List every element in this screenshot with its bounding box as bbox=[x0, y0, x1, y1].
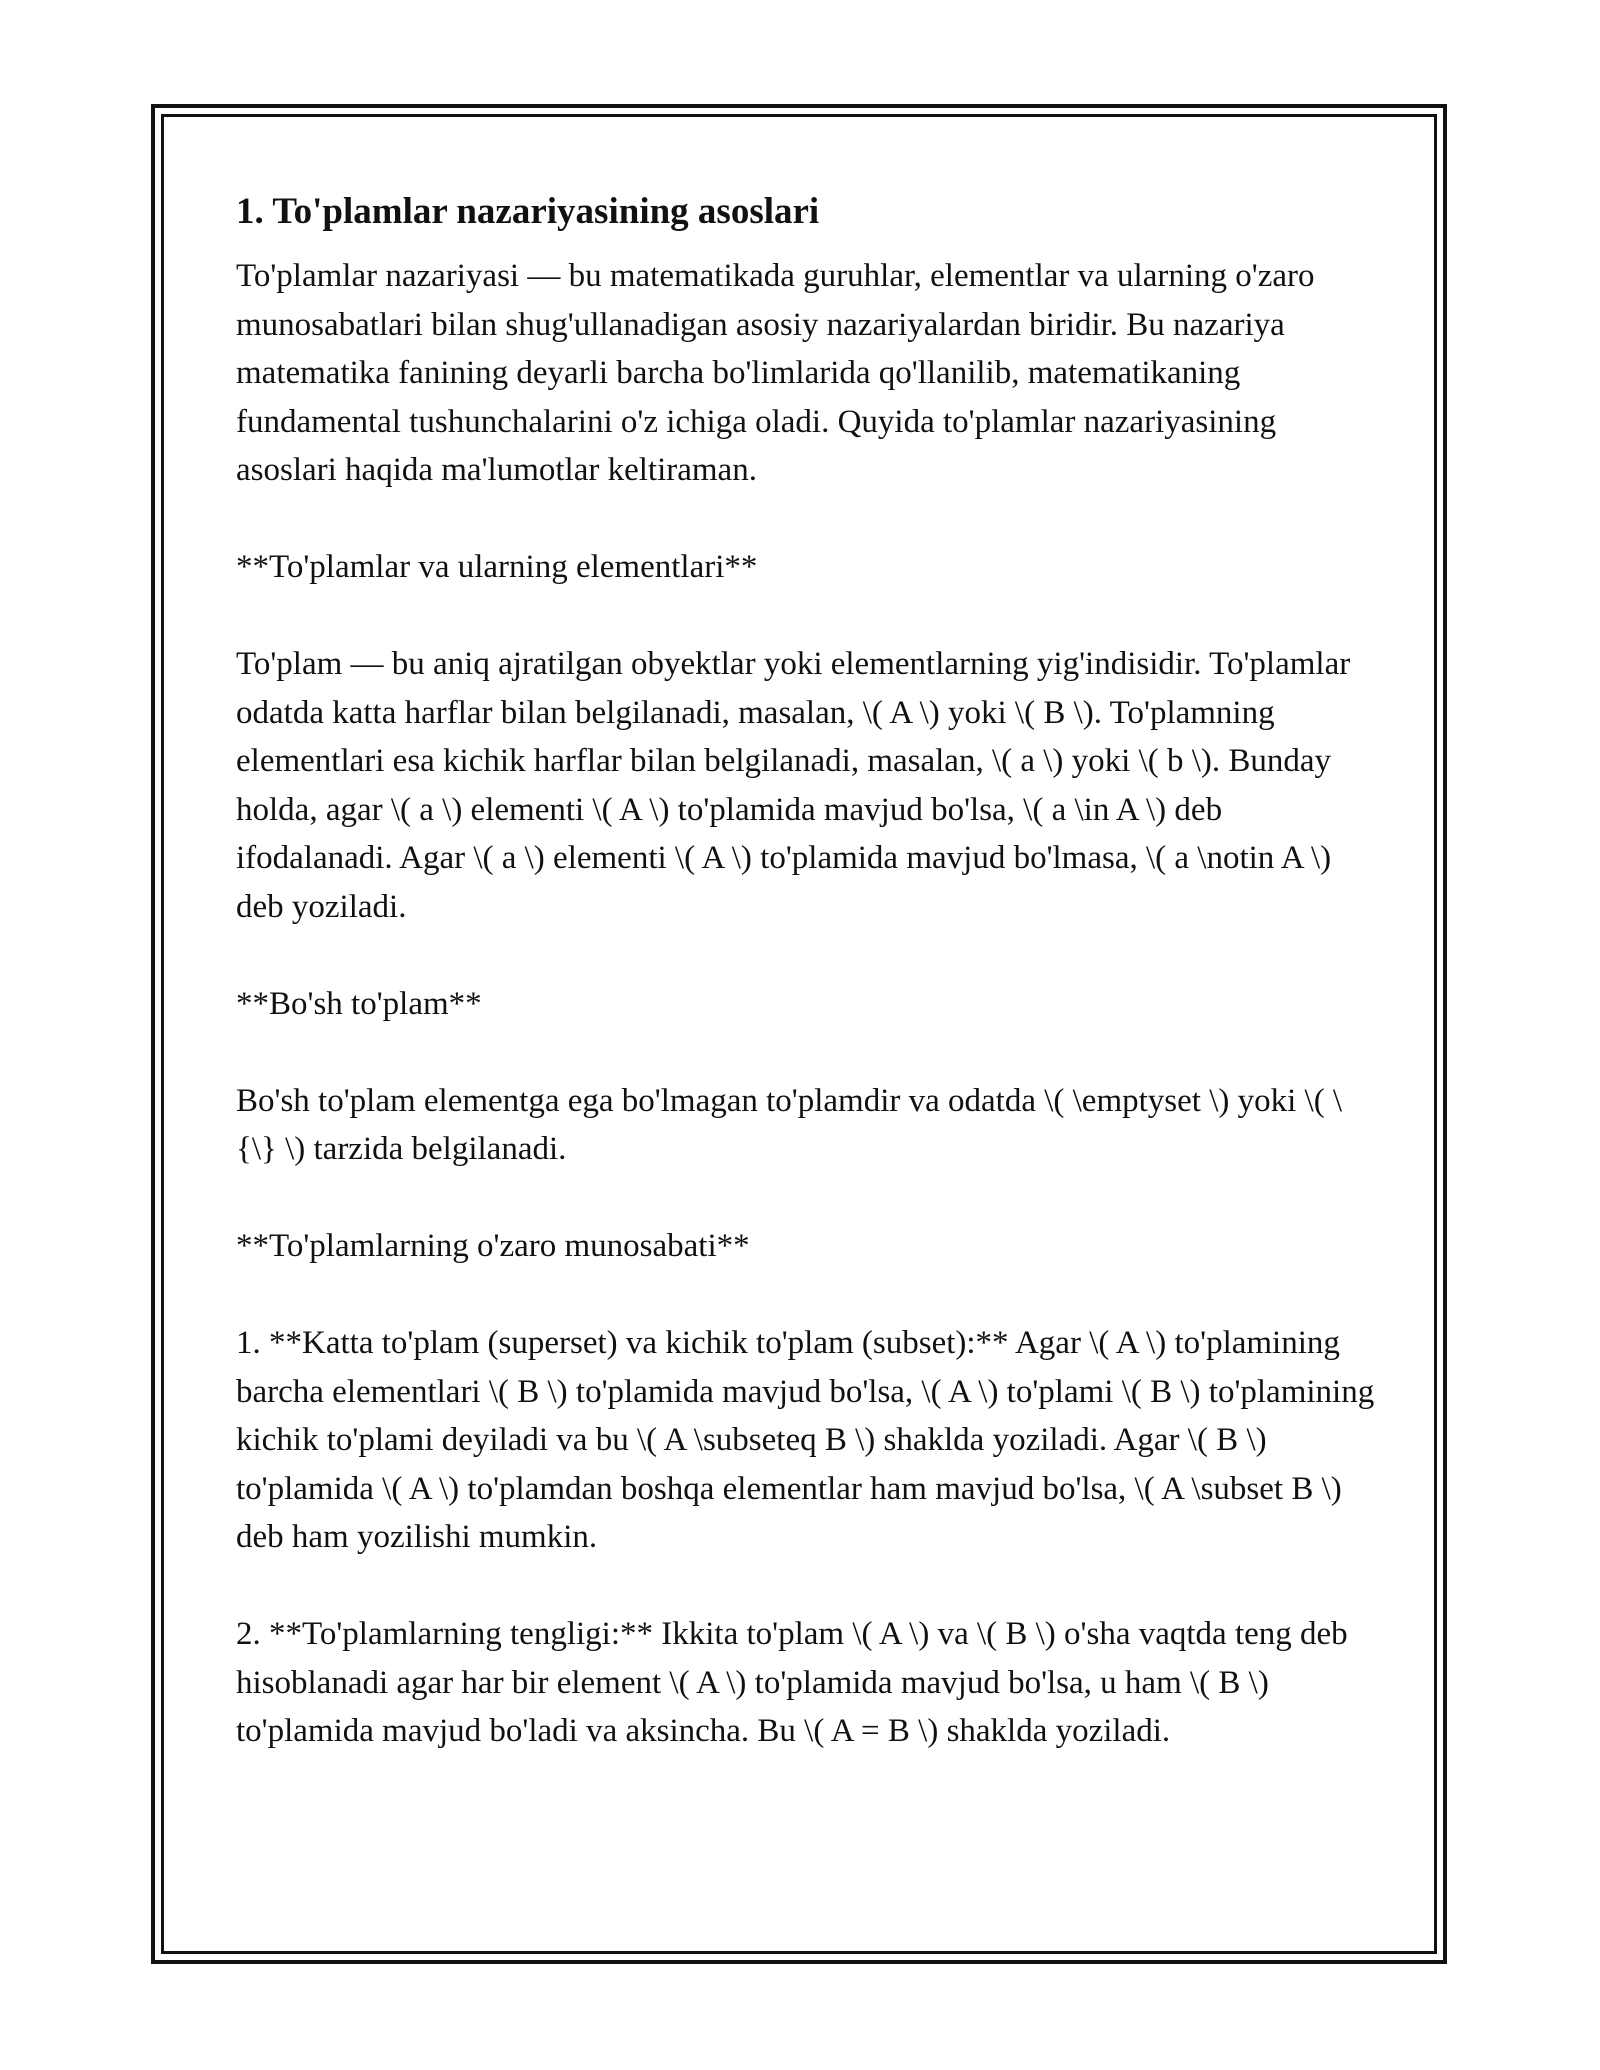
document-body bbox=[236, 188, 1376, 1756]
paragraph-intro: To'plamlar nazariyasi — bu matematikada guruhlar, elementlar va ularning o'zaro munosabatlari bilan shug'ullanadigan asosiy nazariyalardan biridir. Bu nazariya matematika fanining deyarli barcha bo'limlarida qo'llanilib, matematikaning fundamental tushunchalarini o'z ichiga oladi. Quyida to'plamlar nazariyasining asoslari haqida ma'lumotlar keltiraman. bbox=[236, 258, 1315, 488]
paragraph-subset: 1. **Katta to'plam (superset) va kichik to'plam (subset):** Agar \( A \) to'plamining barcha elementlari \( B \) to'plamida mavjud bo'lsa, \( A \) to'plami \( B \) to'plamining kichik to'plami deyiladi va bu \( A \subseteq B \) shaklda yoziladi. Agar \( B \) to'plamida \( A \) to'plamdan boshqa elementlar ham mavjud bo'lsa, \( A \subset B \) deb ham yozilishi mumkin. bbox=[236, 1325, 1375, 1555]
paragraph-equality: 2. **To'plamlarning tengligi:** Ikkita to'plam \( A \) va \( B \) o'sha vaqtda teng deb hisoblanadi agar har bir element \( A \) to'plamida mavjud bo'lsa, u ham \( B \) to'plamida mavjud bo'ladi va aksincha. Bu \( A = B \) shaklda yoziladi. bbox=[236, 1616, 1348, 1749]
heading-empty-set: **Bo'sh to'plam** bbox=[236, 985, 482, 1022]
heading-set-relations: **To'plamlarning o'zaro munosabati** bbox=[236, 1228, 750, 1264]
document-title: 1. To'plamlar nazariyasining asoslari bbox=[236, 191, 820, 232]
paragraph-sets-and-elements: To'plam — bu aniq ajratilgan obyektlar yoki elementlarning yig'indisidir. To'plamlar odatda katta harflar bilan belgilanadi, masalan, \( A \) yoki \( B \). To'plamning elementlari esa kichik harflar bilan belgilanadi, masalan, \( a \) yoki \( b \). Bunday holda, agar \( a \) elementi \( A \) to'plamida mavjud bo'lsa, \( a \in A \) deb ifodalanadi. Agar \( a \) elementi \( A \) to'plamida mavjud bo'lmasa, \( a \notin A \) deb yoziladi. bbox=[236, 646, 1351, 925]
heading-sets-and-elements: **To'plamlar va ularning elementlari** bbox=[236, 549, 758, 585]
paragraph-empty-set: Bo'sh to'plam elementga ega bo'lmagan to'plamdir va odatda \( \emptyset \) yoki \( \{\} \) tarzida belgilanadi. bbox=[236, 1082, 1343, 1167]
